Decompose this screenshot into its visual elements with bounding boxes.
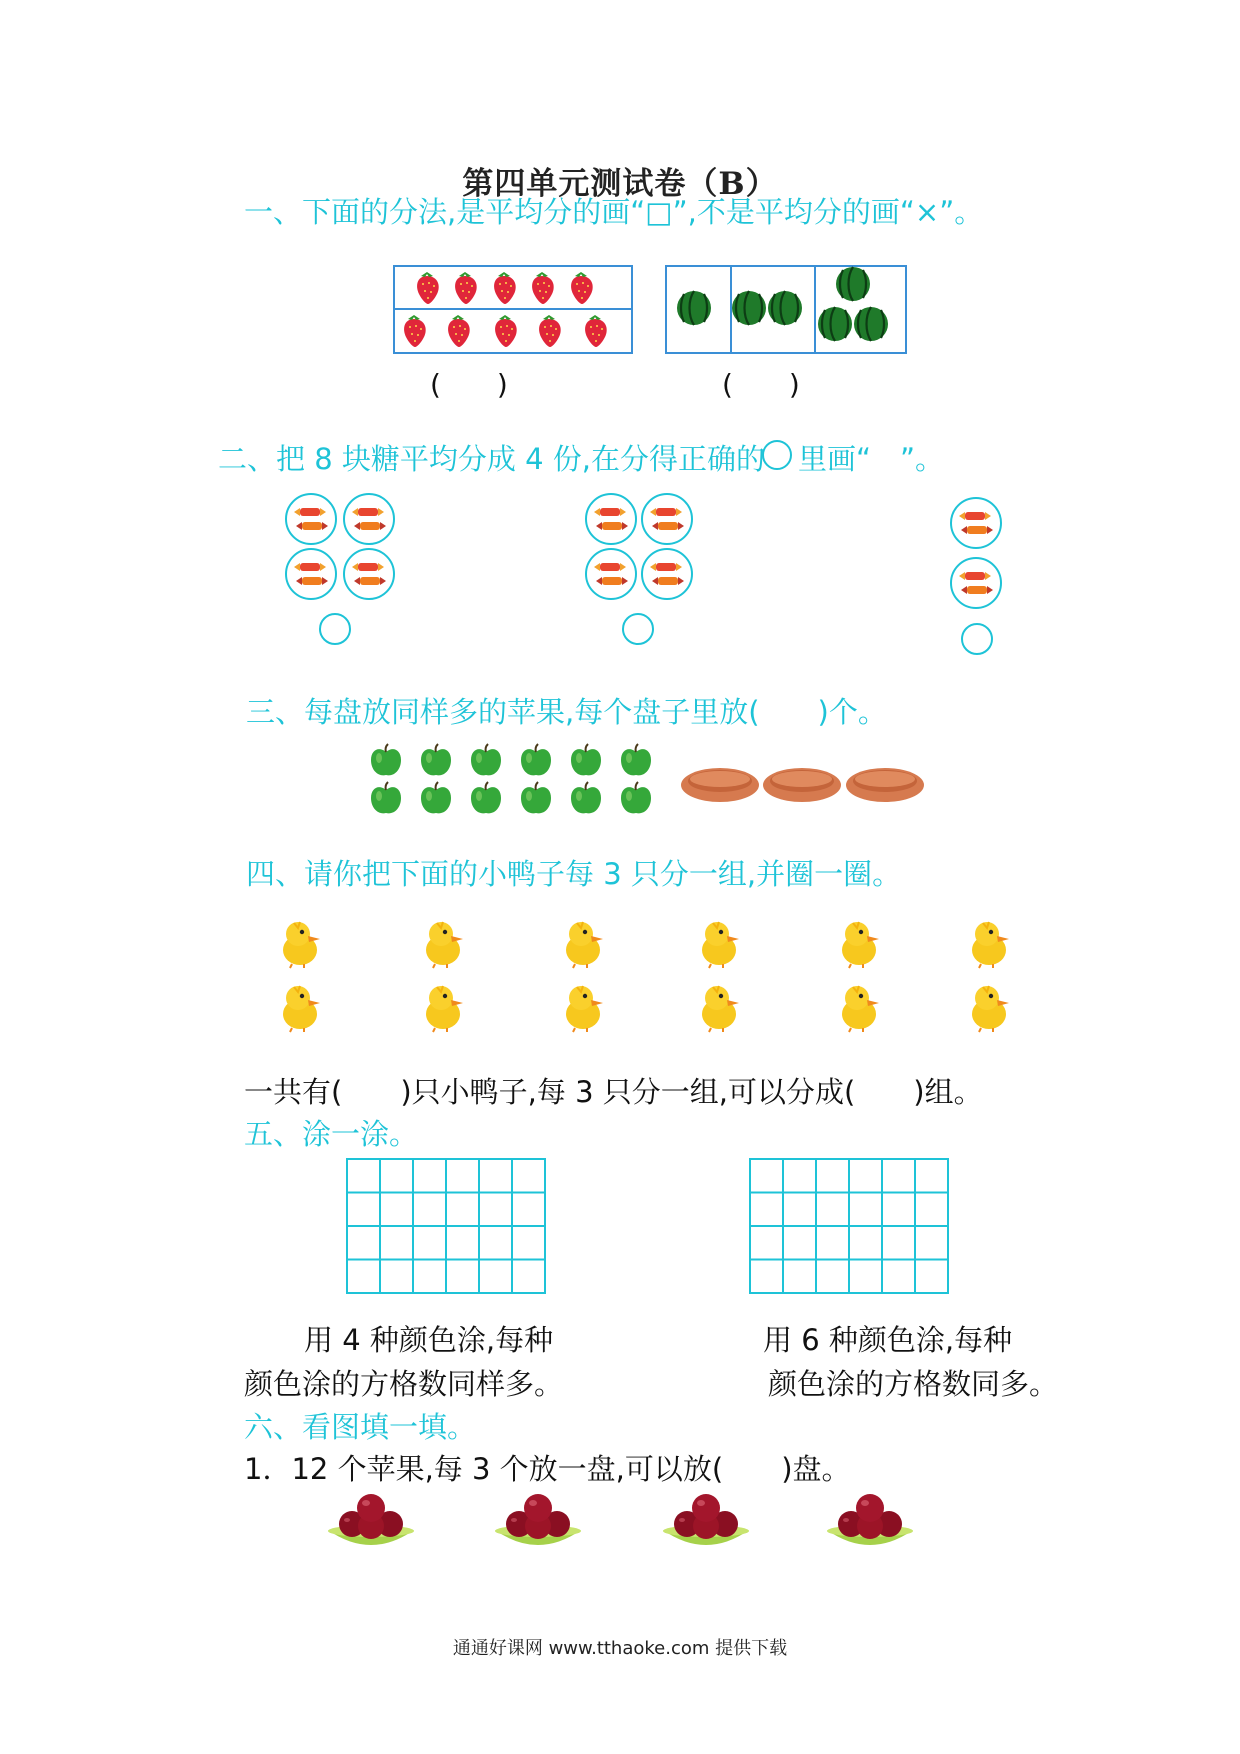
apple-icon [419,782,453,816]
duck-icon [421,920,465,970]
candy-circle [284,492,338,546]
candy-circle [584,492,638,546]
duck-icon [837,920,881,970]
apple-icon [619,744,653,778]
candy-circle [949,496,1003,550]
apple-icon [519,744,553,778]
q1-instruction: 一、下面的分法,是平均分的画“□”,不是平均分的画“×”。 [244,195,984,229]
q4-fill-line: 一共有( )只小鸭子,每 3 只分一组,可以分成( )组。 [244,1075,983,1109]
strawberry-icon [567,270,597,306]
duck-icon [837,984,881,1034]
plate-icon [680,765,760,805]
apple-icon [419,744,453,778]
strawberry-icon [491,313,521,349]
q3-instruction: 三、每盘放同样多的苹果,每个盘子里放( )个。 [246,695,887,729]
q1-answer-left[interactable]: ( ) [430,368,508,401]
q6-item1: 1．12 个苹果,每 3 个放一盘,可以放( )盘。 [244,1452,851,1486]
candy-circle [949,556,1003,610]
apple-icon [369,782,403,816]
duck-icon [697,920,741,970]
answer-circle-a [318,612,352,646]
watermelon-icon [767,290,803,326]
plate-icon [845,765,925,805]
page-title: 第四单元测试卷（B） [462,166,778,202]
apple-icon [519,782,553,816]
watermelon-icon [835,266,871,302]
strawberry-icon [444,313,474,349]
apple-bowl-icon [661,1490,751,1558]
q5-right-line1: 用 6 种颜色涂,每种 [763,1323,1013,1357]
duck-icon [967,920,1011,970]
duck-icon [278,984,322,1034]
duck-icon [421,984,465,1034]
footer-source: 通通好课网 www.tthaoke.com 提供下载 [452,1638,788,1659]
duck-icon [967,984,1011,1034]
apple-bowl-icon [326,1490,416,1558]
q2-instruction-b: 里画“ ”。 [798,442,945,476]
q5-left-line1: 用 4 种颜色涂,每种 [304,1323,554,1357]
apple-icon [619,782,653,816]
q4-instruction: 四、请你把下面的小鸭子每 3 只分一组,并圈一圈。 [246,857,902,891]
strawberry-icon [413,270,443,306]
candy-circle [342,547,396,601]
answer-circle-c [960,622,994,656]
strawberry-icon [535,313,565,349]
apple-icon [569,744,603,778]
answer-circle-b [621,612,655,646]
candy-circle [640,547,694,601]
grid-left[interactable] [346,1158,546,1294]
watermelon-icon [853,306,889,342]
candy-circle [342,492,396,546]
candy-circle [284,547,338,601]
circle-icon [760,438,794,472]
candy-circle [584,547,638,601]
duck-icon [561,920,605,970]
plate-icon [762,765,842,805]
watermelon-icon [817,306,853,342]
strawberry-icon [581,313,611,349]
watermelon-icon [731,290,767,326]
q5-left-line2: 颜色涂的方格数同样多。 [244,1367,564,1401]
q5-instruction: 五、涂一涂。 [244,1117,419,1151]
q1-answer-right[interactable]: ( ) [722,368,800,401]
duck-icon [561,984,605,1034]
apple-bowl-icon [825,1490,915,1558]
q5-right-line2: 颜色涂的方格数同多。 [768,1367,1059,1401]
duck-icon [278,920,322,970]
q6-instruction: 六、看图填一填。 [244,1410,477,1444]
duck-icon [697,984,741,1034]
strawberry-icon [451,270,481,306]
q2-instruction-a: 二、把 8 块糖平均分成 4 份,在分得正确的 [218,442,765,476]
apple-icon [569,782,603,816]
strawberry-icon [528,270,558,306]
apple-icon [369,744,403,778]
apple-bowl-icon [493,1490,583,1558]
strawberry-icon [490,270,520,306]
apple-icon [469,744,503,778]
candy-circle [640,492,694,546]
watermelon-icon [676,290,712,326]
apple-icon [469,782,503,816]
grid-right[interactable] [749,1158,949,1294]
strawberry-icon [400,313,430,349]
